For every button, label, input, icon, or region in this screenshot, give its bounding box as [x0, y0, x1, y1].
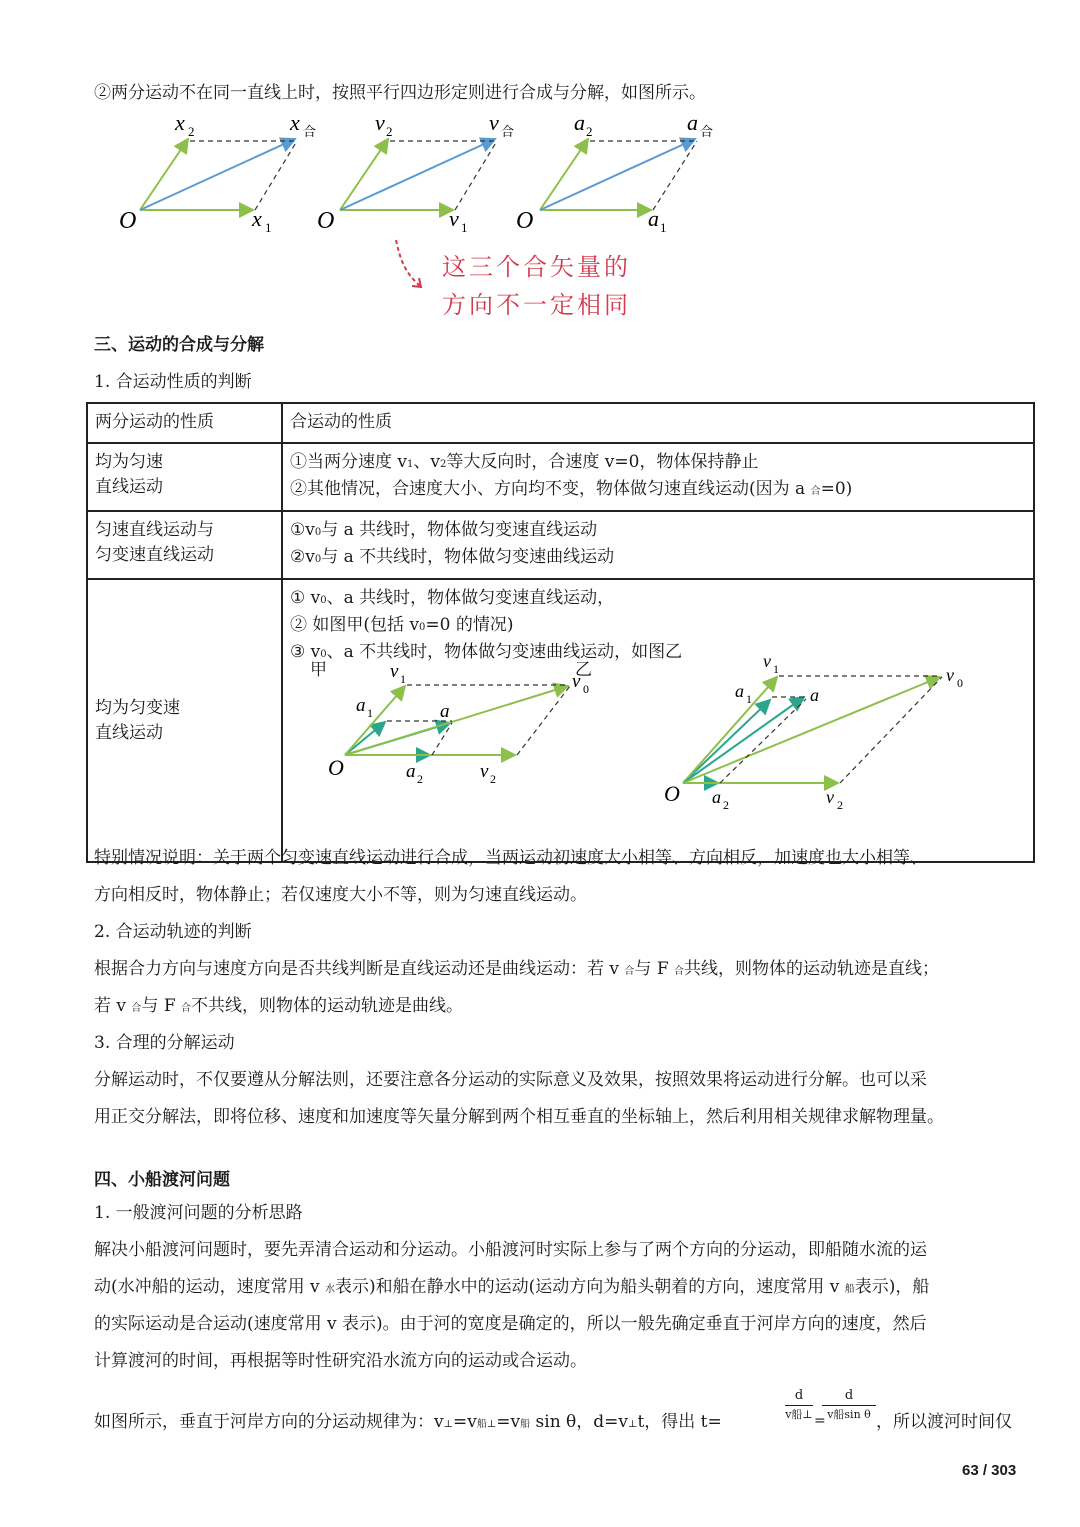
- figure-yi-label: 乙: [575, 660, 592, 680]
- svg-text:v: v: [763, 655, 771, 671]
- svg-text:v: v: [390, 661, 399, 682]
- table-header-cell: 合运动的性质: [282, 403, 1034, 443]
- v2-label: v: [375, 110, 385, 135]
- sub3-line1: 分解运动时，不仅要遵从分解法则，还要注意各分运动的实际意义及效果，按照效果将运动进行分解。也可以采: [94, 1070, 927, 1090]
- svg-text:0: 0: [583, 682, 589, 696]
- table-cell-right: ①当两分速度 v1、v2等大反向时，合速度 v=0，物体保持静止 ②其他情况，合速度大小、方向均不变，物体做匀速直线运动(因为 a 合=0): [282, 443, 1034, 511]
- special-note-line1: 特别情况说明：关于两个匀变速直线运动进行合成，当两运动初速度大小相等、方向相反，加速度也大小相等、: [94, 848, 927, 868]
- svg-text:a: a: [440, 701, 450, 722]
- section-4-title: 四、小船渡河问题: [94, 1170, 230, 1190]
- table-row: [87, 511, 1034, 579]
- a-total-label: a: [687, 110, 698, 135]
- figure-jia-label: 甲: [310, 660, 327, 680]
- svg-text:1: 1: [367, 706, 373, 720]
- section-4-p5-tail: ，所以渡河时间仅: [876, 1412, 1012, 1432]
- fraction-2: d v船sin θ: [822, 1387, 876, 1424]
- v1-label: v: [449, 206, 459, 231]
- a2-label: a: [574, 110, 585, 135]
- a1-label: a: [648, 206, 659, 231]
- svg-text:v: v: [480, 761, 489, 782]
- svg-text:1: 1: [265, 220, 272, 235]
- table-header-row: [87, 403, 1034, 443]
- table-cell-left: 匀速直线运动与 匀变速直线运动: [87, 511, 282, 579]
- diagram-velocity: [317, 110, 514, 235]
- svg-text:v: v: [826, 787, 834, 807]
- svg-text:2: 2: [417, 772, 423, 786]
- svg-text:a: a: [712, 787, 721, 807]
- section-4-p2: 动(水冲船的运动，速度常用 v 水表示)和船在静水中的运动(运动方向为船头朝着的方向，速度常用 v 船表示)，船: [94, 1277, 930, 1297]
- section-4-sub1: 1. 一般渡河问题的分析思路: [94, 1203, 303, 1223]
- section-4-p3: 的实际运动是合运动(速度常用 v 表示)。由于河的宽度是确定的，所以一般先确定垂直于河岸方向的速度，然后: [94, 1314, 927, 1334]
- table-cell-left: 均为匀变速 直线运动: [87, 579, 282, 862]
- origin-label: O: [119, 208, 137, 234]
- sub3-title: 3. 合理的分解运动: [94, 1033, 235, 1053]
- intro-line: ②两分运动不在同一直线上时，按照平行四边形定则进行合成与分解，如图所示。: [94, 83, 706, 103]
- special-note-line2: 方向相反时，物体静止；若仅速度大小不等，则为匀速直线运动。: [94, 885, 587, 905]
- diagram-jia: [328, 661, 589, 786]
- table-cell-left: 均为匀速 直线运动: [87, 443, 282, 511]
- svg-text:1: 1: [773, 662, 779, 676]
- section-4-p5: 如图所示，垂直于河岸方向的分运动规律为：v⊥=v船⊥=v船 sin θ，d=v⊥t，得出 t=: [94, 1412, 722, 1432]
- svg-text:合: 合: [700, 124, 714, 139]
- svg-text:2: 2: [837, 798, 843, 812]
- section-3-sub1: 1. 合运动性质的判断: [94, 372, 252, 392]
- svg-text:合: 合: [501, 124, 515, 139]
- v-total-label: v: [489, 110, 499, 135]
- section-4-p4: 计算渡河的时间，再根据等时性研究沿水流方向的运动或合运动。: [94, 1351, 587, 1371]
- handwritten-note-line2: 方向不一定相同: [442, 291, 631, 319]
- svg-text:a: a: [735, 681, 744, 701]
- svg-text:2: 2: [586, 124, 593, 139]
- page-number: 63 / 303: [962, 1462, 1017, 1479]
- table-header-cell: 两分运动的性质: [87, 403, 282, 443]
- svg-text:O: O: [328, 755, 344, 780]
- svg-text:1: 1: [660, 220, 667, 235]
- svg-text:a: a: [810, 685, 819, 705]
- svg-text:2: 2: [723, 798, 729, 812]
- section-3-title: 三、运动的合成与分解: [94, 335, 264, 355]
- table-cell-right: ① v0、a 共线时，物体做匀变速直线运动， ② 如图甲(包括 v0=0 的情况) ③ v0、a 不共线时，物体做匀变速曲线运动，如图乙: [282, 579, 1034, 862]
- diagram-yi: [664, 655, 963, 812]
- table-cell-right: ①v0与 a 共线时，物体做匀变速直线运动 ②v0与 a 不共线时，物体做匀变速曲线运动: [282, 511, 1034, 579]
- fraction-equals: =: [814, 1413, 826, 1429]
- diagram-acceleration: [516, 110, 713, 235]
- section-4-p1: 解决小船渡河问题时，要先弄清合运动和分运动。小船渡河时实际上参与了两个方向的分运动，即船随水流的运: [94, 1240, 927, 1260]
- svg-text:1: 1: [400, 672, 406, 686]
- svg-text:1: 1: [746, 692, 752, 706]
- table-row: [87, 443, 1034, 511]
- svg-text:2: 2: [490, 772, 496, 786]
- fraction-1: d v船⊥: [785, 1388, 813, 1421]
- svg-text:合: 合: [303, 124, 317, 139]
- origin-label: O: [317, 208, 335, 234]
- x1-label: x: [252, 206, 262, 231]
- svg-text:v: v: [946, 665, 954, 685]
- sub2-line1: 根据合力方向与速度方向是否共线判断是直线运动还是曲线运动：若 v 合与 F 合共线，则物体的运动轨迹是直线；: [94, 959, 940, 979]
- acceleration-diagrams: [320, 655, 1020, 825]
- x-total-label: x: [290, 110, 300, 135]
- origin-label: O: [516, 208, 534, 234]
- svg-text:1: 1: [461, 220, 468, 235]
- parallelogram-diagrams: [105, 106, 745, 246]
- svg-text:0: 0: [957, 676, 963, 690]
- svg-text:O: O: [664, 781, 680, 806]
- svg-text:2: 2: [188, 124, 195, 139]
- handwritten-note-line1: 这三个合矢量的: [442, 253, 631, 281]
- svg-text:2: 2: [386, 124, 393, 139]
- sub2-title: 2. 合运动轨迹的判断: [94, 922, 252, 942]
- sub2-line2: 若 v 合与 F 合不共线，则物体的运动轨迹是曲线。: [94, 996, 464, 1016]
- diagram-displacement: [119, 110, 316, 235]
- sub3-line2: 用正交分解法，即将位移、速度和加速度等矢量分解到两个相互垂直的坐标轴上，然后利用相关规律求解物理量。: [94, 1107, 944, 1127]
- svg-text:a: a: [356, 695, 366, 716]
- svg-text:v: v: [572, 671, 581, 692]
- svg-text:a: a: [406, 761, 416, 782]
- annotation-arrow: [390, 236, 430, 296]
- x2-label: x: [175, 110, 185, 135]
